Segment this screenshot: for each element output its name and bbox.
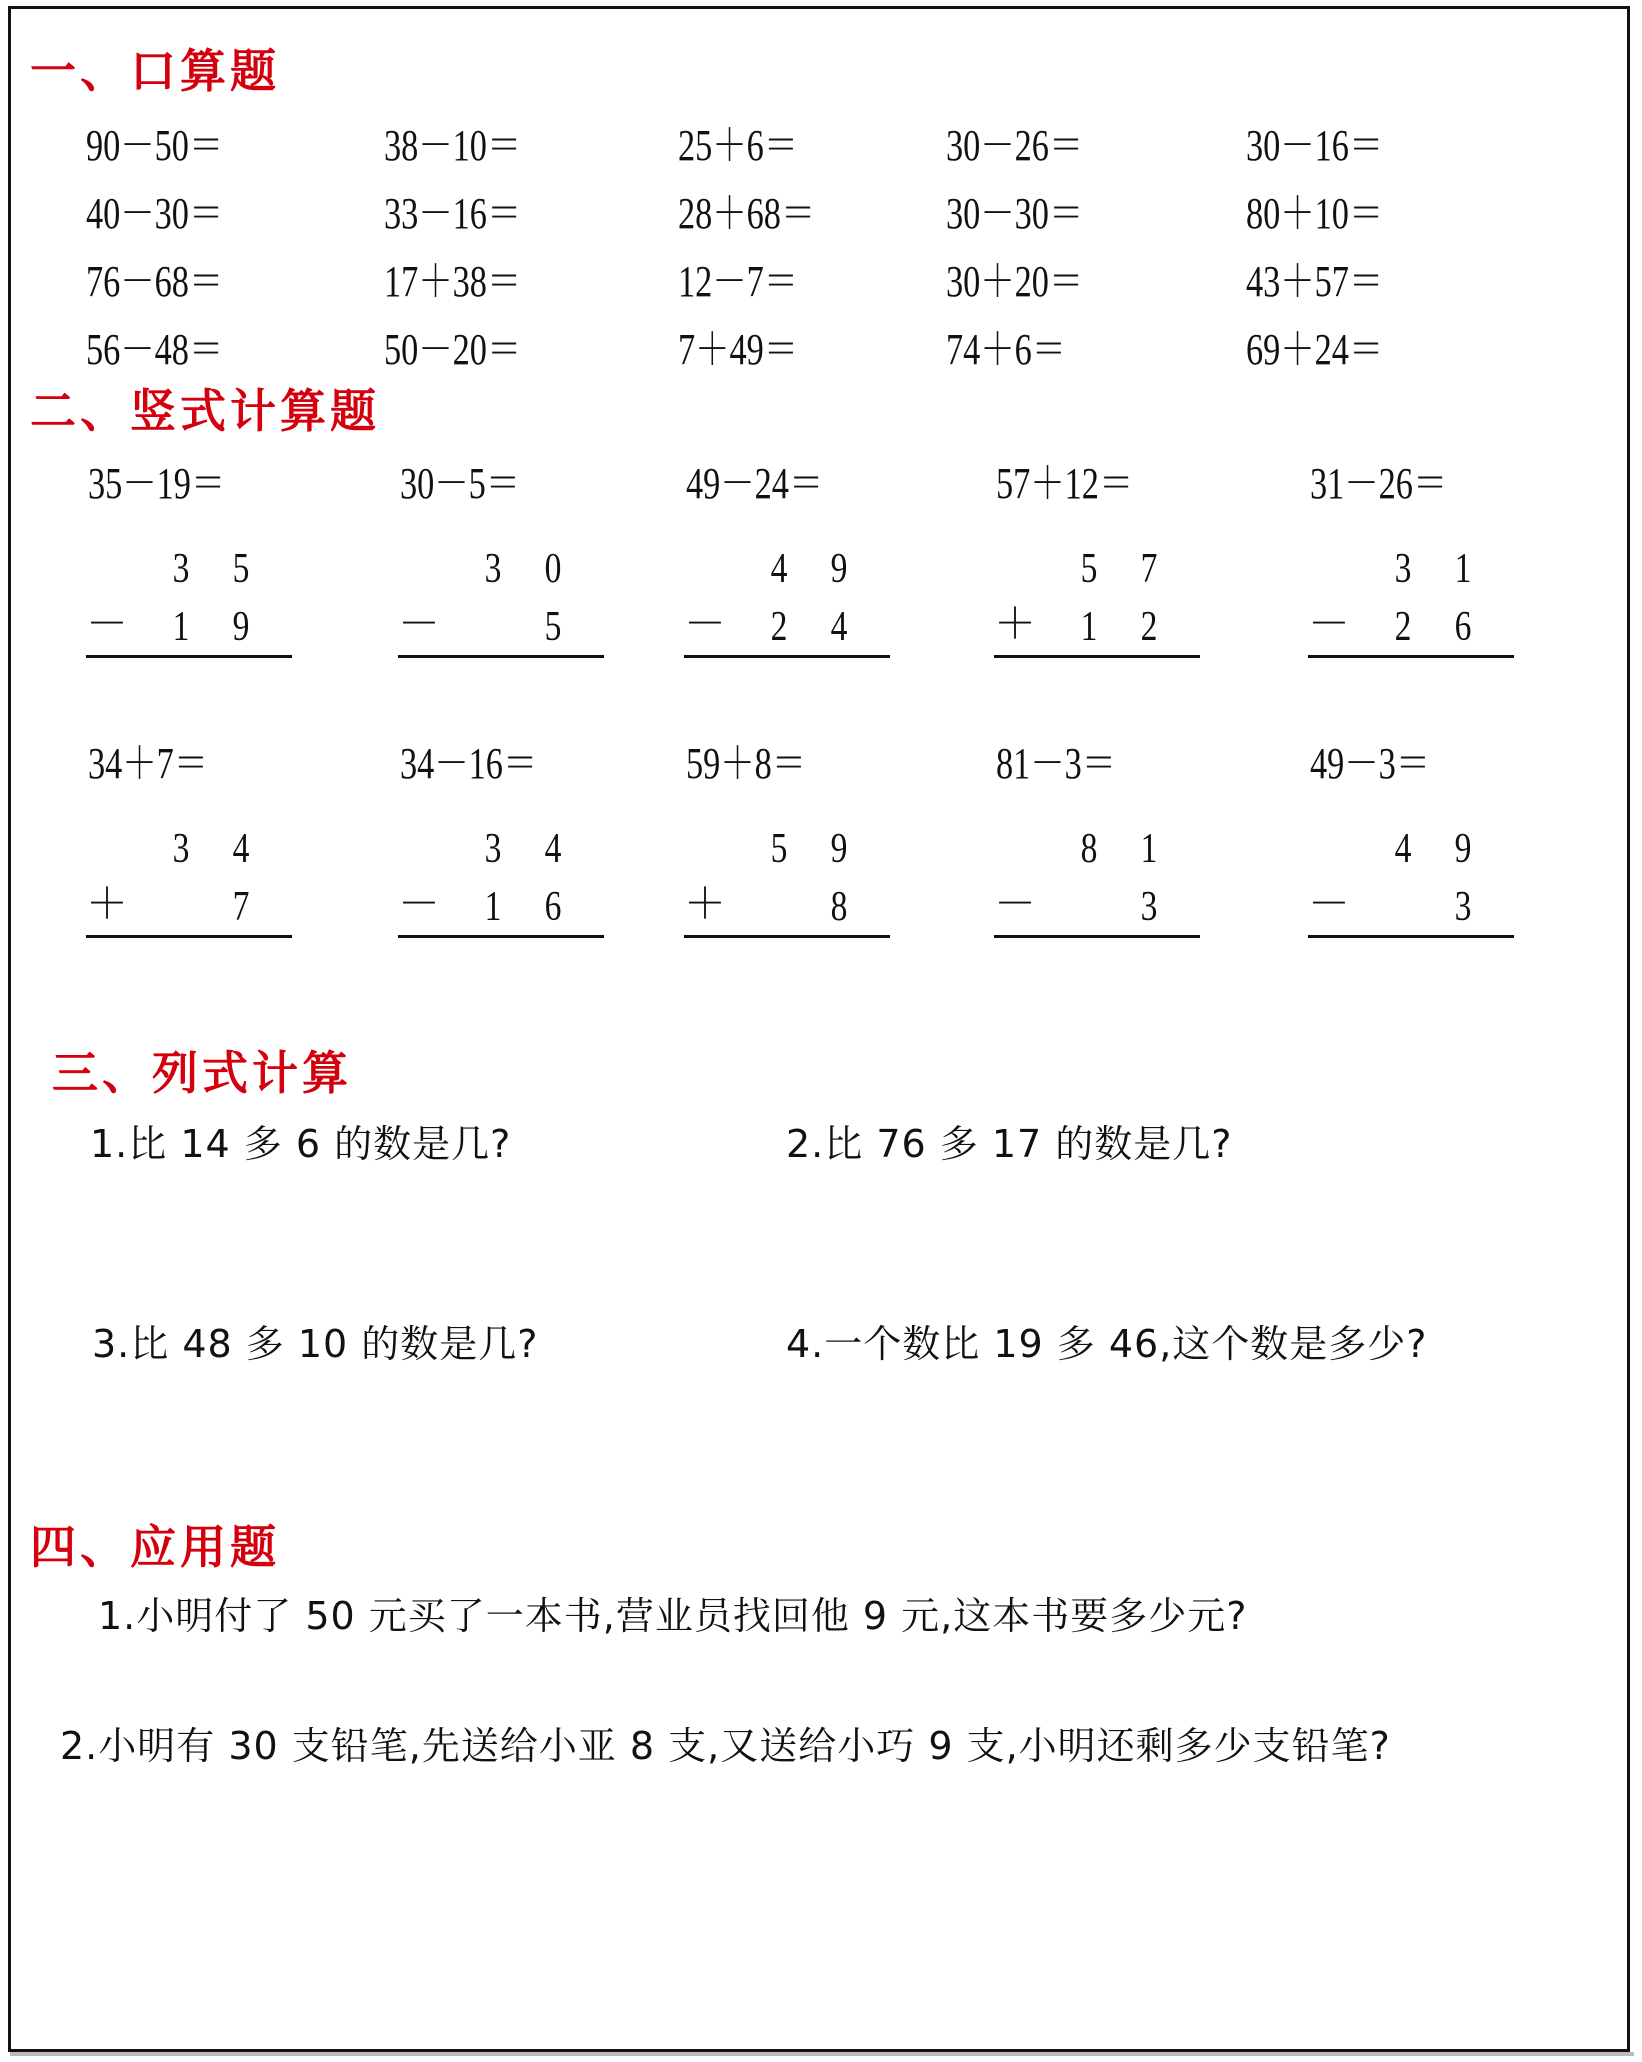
bottom-digit: 1 — [484, 884, 502, 930]
top-digit: 1 — [1454, 546, 1472, 592]
oral-problem: 30－16＝ — [1246, 121, 1384, 170]
vertical-equation: 49－3＝ — [1310, 739, 1431, 788]
minus-sign: － — [398, 602, 441, 648]
answer-line — [398, 935, 604, 938]
plus-sign: ＋ — [684, 882, 727, 928]
oral-problem: 74＋6＝ — [946, 325, 1067, 374]
vertical-form — [398, 548, 604, 658]
top-digit: 5 — [232, 546, 250, 592]
top-digit: 3 — [484, 826, 502, 872]
bottom-digit: 7 — [232, 884, 250, 930]
bottom-digit: 8 — [830, 884, 848, 930]
answer-line — [398, 655, 604, 658]
top-digit: 3 — [1394, 546, 1412, 592]
answer-line — [684, 655, 890, 658]
bottom-digit: 2 — [770, 604, 788, 650]
oral-problem: 30＋20＝ — [946, 257, 1084, 306]
vertical-form — [684, 548, 890, 658]
answer-line — [1308, 655, 1514, 658]
written-question-3: 3.比 48 多 10 的数是几? — [92, 1322, 539, 1366]
answer-line — [86, 655, 292, 658]
top-digit: 4 — [770, 546, 788, 592]
oral-problem: 40－30＝ — [86, 189, 224, 238]
word-problem-2: 2.小明有 30 支铅笔,先送给小亚 8 支,又送给小巧 9 支,小明还剩多少支铅笔? — [60, 1724, 1391, 1768]
bottom-digit: 1 — [172, 604, 190, 650]
written-question-2: 2.比 76 多 17 的数是几? — [786, 1122, 1233, 1166]
minus-sign: － — [1308, 602, 1351, 648]
top-digit: 9 — [830, 826, 848, 872]
top-digit: 3 — [484, 546, 502, 592]
oral-problem: 30－30＝ — [946, 189, 1084, 238]
vertical-equation: 59＋8＝ — [686, 739, 807, 788]
minus-sign: － — [684, 602, 727, 648]
answer-line — [684, 935, 890, 938]
answer-line — [1308, 935, 1514, 938]
top-digit: 3 — [172, 546, 190, 592]
border-shadow — [10, 2052, 1634, 2056]
answer-line — [994, 655, 1200, 658]
bottom-digit: 4 — [830, 604, 848, 650]
top-digit: 9 — [1454, 826, 1472, 872]
bottom-digit: 2 — [1394, 604, 1412, 650]
vertical-form — [398, 828, 604, 938]
bottom-digit: 2 — [1140, 604, 1158, 650]
bottom-digit: 5 — [544, 604, 562, 650]
top-digit: 4 — [232, 826, 250, 872]
oral-problem: 76－68＝ — [86, 257, 224, 306]
word-problem-1: 1.小明付了 50 元买了一本书,营业员找回他 9 元,这本书要多少元? — [98, 1594, 1248, 1638]
written-question-1: 1.比 14 多 6 的数是几? — [90, 1122, 512, 1166]
section-heading-vertical-calculation: 二、竖式计算题 — [30, 384, 380, 438]
vertical-form — [86, 828, 292, 938]
oral-problem: 28＋68＝ — [678, 189, 816, 238]
oral-problem: 50－20＝ — [384, 325, 522, 374]
section-heading-oral-arithmetic: 一、口算题 — [30, 44, 280, 98]
vertical-equation: 35－19＝ — [88, 459, 226, 508]
plus-sign: ＋ — [86, 882, 129, 928]
minus-sign: － — [1308, 882, 1351, 928]
vertical-form — [86, 548, 292, 658]
oral-problem: 38－10＝ — [384, 121, 522, 170]
section-heading-written-calculation: 三、列式计算 — [52, 1046, 352, 1100]
vertical-form — [994, 548, 1200, 658]
oral-problem: 17＋38＝ — [384, 257, 522, 306]
top-digit: 1 — [1140, 826, 1158, 872]
oral-problem: 43＋57＝ — [1246, 257, 1384, 306]
vertical-form — [1308, 828, 1514, 938]
bottom-digit: 3 — [1140, 884, 1158, 930]
vertical-equation: 49－24＝ — [686, 459, 824, 508]
top-digit: 5 — [1080, 546, 1098, 592]
oral-problem: 90－50＝ — [86, 121, 224, 170]
oral-problem: 25＋6＝ — [678, 121, 799, 170]
oral-problem: 80＋10＝ — [1246, 189, 1384, 238]
top-digit: 8 — [1080, 826, 1098, 872]
vertical-equation: 34＋7＝ — [88, 739, 209, 788]
oral-problem: 7＋49＝ — [678, 325, 799, 374]
top-digit: 0 — [544, 546, 562, 592]
vertical-form — [1308, 548, 1514, 658]
oral-problem: 69＋24＝ — [1246, 325, 1384, 374]
top-digit: 4 — [1394, 826, 1412, 872]
top-digit: 4 — [544, 826, 562, 872]
vertical-equation: 34－16＝ — [400, 739, 538, 788]
bottom-digit: 6 — [1454, 604, 1472, 650]
top-digit: 3 — [172, 826, 190, 872]
oral-problem: 33－16＝ — [384, 189, 522, 238]
written-question-4: 4.一个数比 19 多 46,这个数是多少? — [786, 1322, 1428, 1366]
oral-problem: 30－26＝ — [946, 121, 1084, 170]
answer-line — [994, 935, 1200, 938]
plus-sign: ＋ — [994, 602, 1037, 648]
minus-sign: － — [994, 882, 1037, 928]
bottom-digit: 9 — [232, 604, 250, 650]
vertical-equation: 57＋12＝ — [996, 459, 1134, 508]
oral-problem: 56－48＝ — [86, 325, 224, 374]
top-digit: 5 — [770, 826, 788, 872]
vertical-equation: 30－5＝ — [400, 459, 521, 508]
vertical-form — [994, 828, 1200, 938]
section-heading-word-problems: 四、应用题 — [30, 1520, 280, 1574]
answer-line — [86, 935, 292, 938]
vertical-form — [684, 828, 890, 938]
oral-problem: 12－7＝ — [678, 257, 799, 306]
top-digit: 7 — [1140, 546, 1158, 592]
minus-sign: － — [86, 602, 129, 648]
vertical-equation: 31－26＝ — [1310, 459, 1448, 508]
minus-sign: － — [398, 882, 441, 928]
bottom-digit: 3 — [1454, 884, 1472, 930]
bottom-digit: 6 — [544, 884, 562, 930]
bottom-digit: 1 — [1080, 604, 1098, 650]
top-digit: 9 — [830, 546, 848, 592]
vertical-equation: 81－3＝ — [996, 739, 1117, 788]
